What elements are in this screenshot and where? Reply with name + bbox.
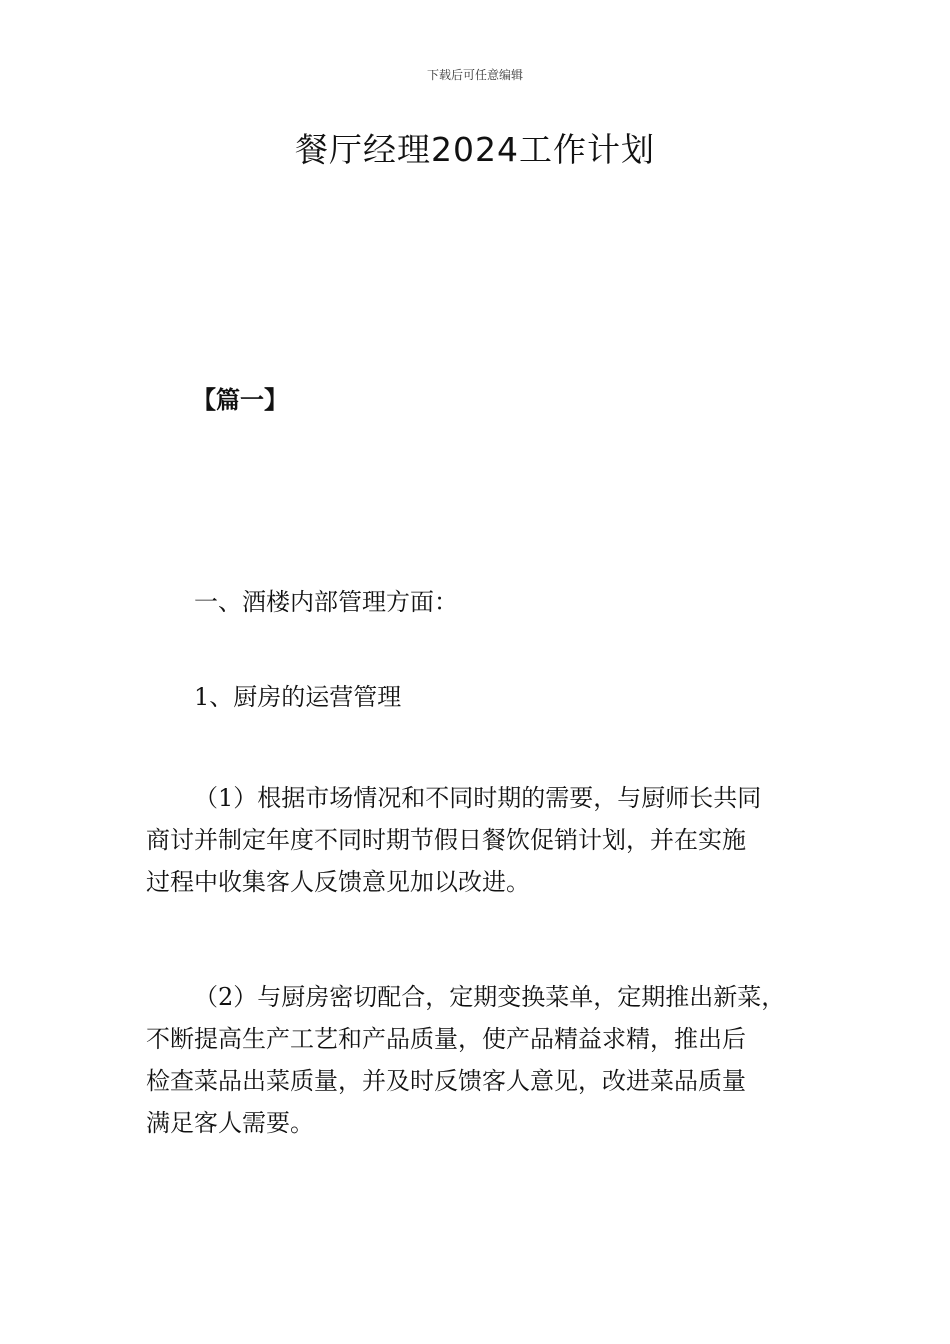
paragraph-line: 过程中收集客人反馈意见加以改进。	[146, 868, 530, 896]
paragraph-line: 满足客人需要。	[146, 1109, 314, 1137]
header-note: 下载后可任意编辑	[426, 68, 523, 82]
paragraph-line: 不断提高生产工艺和产品质量，使产品精益求精，推出后	[146, 1025, 746, 1053]
part-label: 【篇一】	[192, 385, 288, 414]
paragraph-1	[146, 777, 761, 903]
paragraph-line: （2）与厨房密切配合，定期变换菜单，定期推出新菜，	[194, 983, 786, 1011]
sub-heading: 1、厨房的运营管理	[194, 683, 402, 711]
section-heading: 一、酒楼内部管理方面：	[194, 588, 458, 616]
paragraph-2	[146, 976, 785, 1144]
document-title: 餐厅经理2024工作计划	[295, 130, 655, 169]
paragraph-line: 商讨并制定年度不同时期节假日餐饮促销计划，并在实施	[146, 826, 746, 854]
paragraph-line: 检查菜品出菜质量，并及时反馈客人意见，改进菜品质量	[146, 1067, 746, 1095]
paragraph-line: （1）根据市场情况和不同时期的需要，与厨师长共同	[194, 784, 762, 812]
